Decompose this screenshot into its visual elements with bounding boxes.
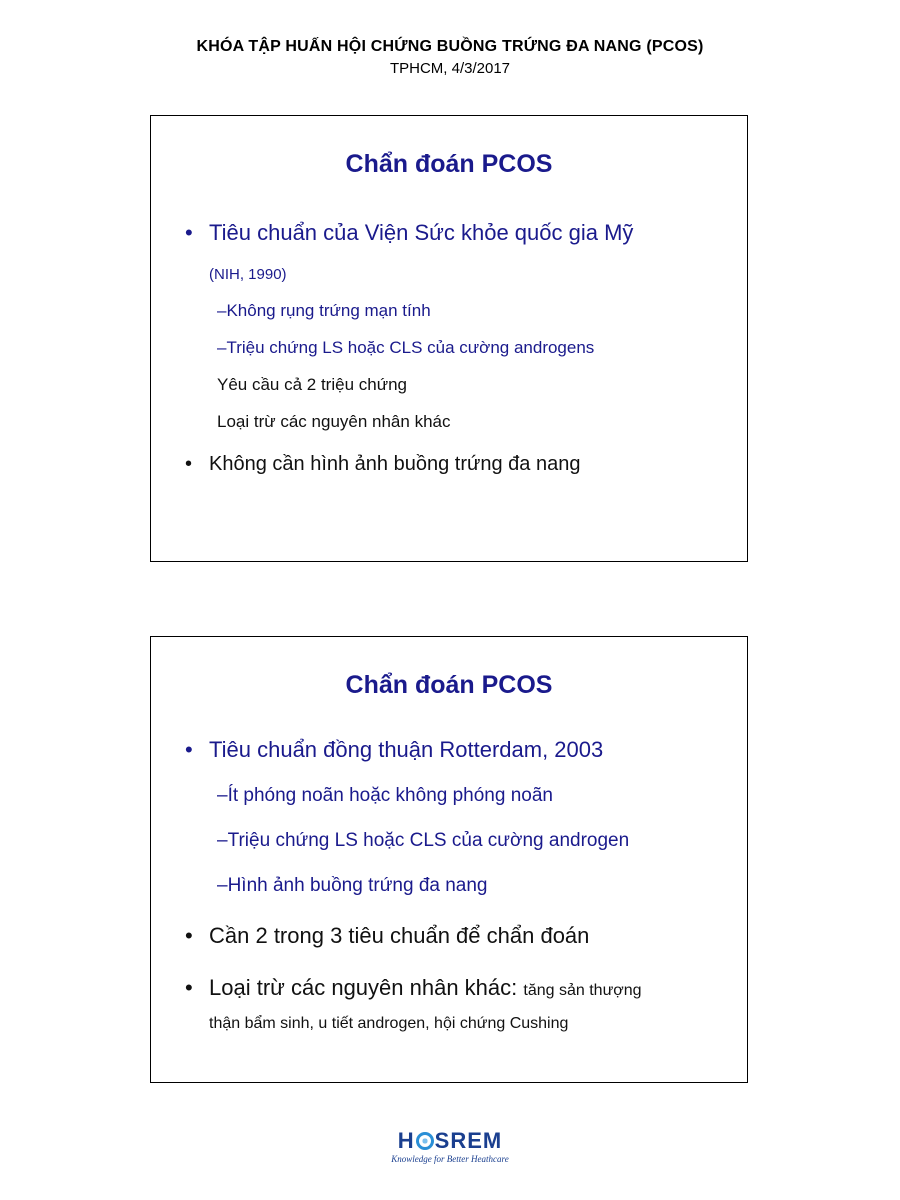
- bullet-text: Cần 2 trong 3 tiêu chuẩn để chẩn đoán: [209, 923, 590, 948]
- logo-letters-srem: SREM: [434, 1128, 503, 1153]
- slide-2-sub-item: –Hình ảnh buồng trứng đa nang: [217, 875, 488, 896]
- logo-letter-h: H: [397, 1128, 415, 1153]
- slide-1-title: Chẩn đoán PCOS: [345, 150, 553, 178]
- hosrem-logo: [0, 1128, 900, 1164]
- slide-1-sub-item: –Triệu chứng LS hoặc CLS của cường androgens: [217, 338, 595, 357]
- slide-2-sub-item: –Ít phóng noãn hoặc không phóng noãn: [217, 785, 553, 806]
- slide-1-bullet-no-imaging: [209, 453, 580, 476]
- slide-2-bullet-exclude: [209, 975, 642, 1001]
- document-header: [0, 36, 900, 80]
- slide-1: [150, 115, 748, 562]
- logo-tagline: Knowledge for Better Heathcare: [391, 1154, 509, 1164]
- slide-2-title: Chẩn đoán PCOS: [345, 671, 553, 699]
- bullet-text: Loại trừ các nguyên nhân khác:: [209, 975, 518, 1000]
- globe-icon: [416, 1132, 434, 1150]
- sub-item-text: Không rụng trứng mạn tính: [226, 301, 431, 320]
- slide-1-nih-note: (NIH, 1990): [209, 266, 287, 283]
- logo-wordmark: [0, 1128, 900, 1154]
- slide-2-bullet-two-of-three: [209, 923, 589, 949]
- bullet-detail-text: tăng sản thượng: [523, 982, 642, 999]
- sub-item-text: Ít phóng noãn hoặc không phóng noãn: [227, 785, 553, 806]
- sub-item-text: Hình ảnh buồng trứng đa nang: [227, 875, 488, 896]
- bullet-text: Không cần hình ảnh buồng trứng đa nang: [209, 453, 581, 475]
- slide-1-note-exclude: Loại trừ các nguyên nhân khác: [217, 412, 451, 431]
- sub-item-text: Triệu chứng LS hoặc CLS của cường androgens: [226, 338, 595, 357]
- slide-2-sub-item: –Triệu chứng LS hoặc CLS của cường androgen: [217, 830, 630, 851]
- slide-2-exclude-detail: thận bẩm sinh, u tiết androgen, hội chứng Cushing: [209, 1015, 569, 1032]
- slide-2: [150, 636, 748, 1083]
- slide-2-bullet-rotterdam: [209, 737, 603, 763]
- slide-1-sub-item: –Không rụng trứng mạn tính: [217, 301, 431, 320]
- slide-1-bullet-nih: [209, 220, 633, 246]
- bullet-text: Tiêu chuẩn của Viện Sức khỏe quốc gia Mỹ: [209, 220, 634, 245]
- course-title: KHÓA TẬP HUẤN HỘI CHỨNG BUỒNG TRỨNG ĐA NANG (PCOS): [196, 38, 704, 55]
- course-date: TPHCM, 4/3/2017: [389, 60, 511, 77]
- bullet-text: Tiêu chuẩn đồng thuận Rotterdam, 2003: [209, 737, 604, 762]
- sub-item-text: Triệu chứng LS hoặc CLS của cường androgen: [227, 830, 630, 851]
- slide-1-note-require: Yêu cầu cả 2 triệu chứng: [217, 375, 407, 394]
